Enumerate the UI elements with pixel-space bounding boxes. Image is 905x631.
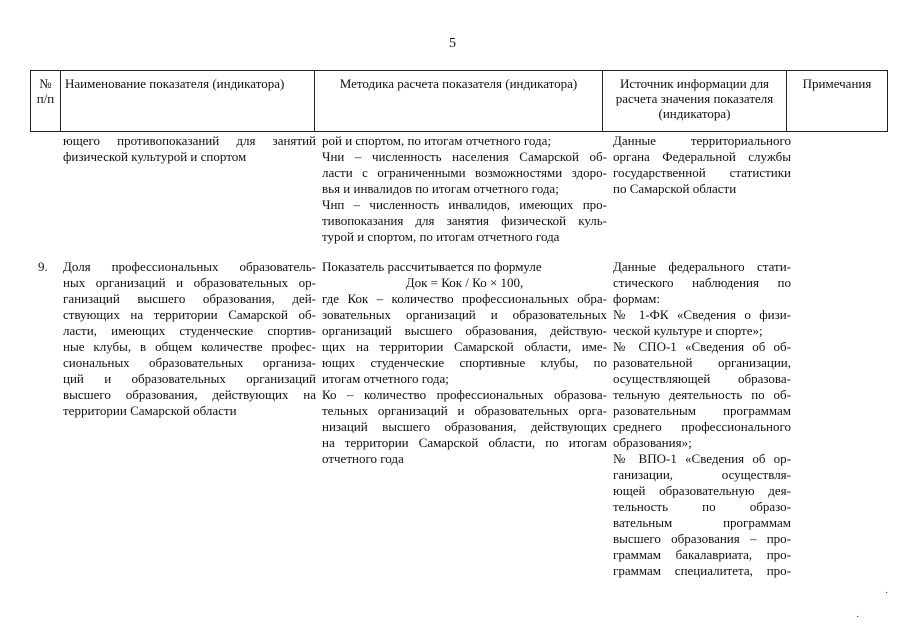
text-line: ных организаций и образовательных ор-	[63, 275, 316, 290]
text-line: на территории Самарской области, по итогам	[322, 435, 607, 450]
text-line: Данные территориального	[613, 133, 791, 148]
row9-source-cell	[613, 259, 791, 579]
row9-method-cell	[322, 259, 607, 467]
text-line: ганизаций высшего образования, дей-	[63, 291, 316, 306]
cont-method-cell	[322, 133, 607, 245]
table-header	[30, 70, 888, 132]
text-line: ций и образовательных организаций	[63, 371, 316, 386]
text-line: № СПО-1 «Сведения об об-	[613, 339, 791, 354]
text-line: ческой культуре и спорте»;	[613, 323, 763, 338]
text-line: вья и инвалидов по итогам отчетного года;	[322, 181, 559, 196]
cont-name-cell	[63, 133, 316, 165]
text-line: разовательной организации,	[613, 355, 791, 370]
text-line: тивопоказания для занятия физической куль-	[322, 213, 607, 228]
text-line: граммам бакалавриата, про-	[613, 547, 791, 562]
text-line: высшего образования – про-	[613, 531, 791, 546]
text-line: организаций высшего образования, действую-	[322, 323, 607, 338]
row9-name-cell	[63, 259, 316, 419]
formula: Док = Кок / Ко × 100,	[405, 275, 524, 290]
text-line: тельных организаций и образовательных орга-	[322, 403, 607, 418]
header-col-num: № п/п	[30, 71, 60, 131]
text-line: ласти, имеющих студенческие спортив-	[63, 323, 316, 338]
text-line: турой и спортом, по итогам отчетного года	[322, 229, 560, 244]
cont-source-cell	[613, 133, 791, 197]
text-line: № 1-ФК «Сведения о физи-	[613, 307, 791, 322]
text-line: органа Федеральной службы	[613, 149, 791, 164]
text-line: № ВПО-1 «Сведения об ор-	[613, 451, 791, 466]
text-line: территории Самарской области	[63, 403, 237, 418]
page-number: 5	[449, 36, 456, 51]
text-line: тельность по образо-	[613, 499, 791, 514]
text-line: по Самарской области	[613, 181, 737, 196]
text-line: Показатель рассчитывается по формуле	[322, 259, 542, 274]
text-line: ющего противопоказаний для занятий	[63, 133, 316, 148]
text-line: щих на территории Самарской области, име-	[322, 339, 607, 354]
text-line: государственной статистики	[613, 165, 791, 180]
text-line: физической культурой и спортом	[63, 149, 247, 164]
text-line: разовательным программам	[613, 403, 791, 418]
text-line: отчетного года	[322, 451, 404, 466]
text-line: высшего образования, действующих на	[63, 387, 316, 402]
text-line: низаций высшего образования, действующих	[322, 419, 607, 434]
text-line: ющих студенческие спортивные клубы, по	[322, 355, 607, 370]
text-line: Ко – количество профессиональных образова-	[322, 387, 607, 402]
text-line: образования»;	[613, 435, 692, 450]
text-line: Доля профессиональных образователь-	[63, 259, 316, 274]
header-col-method: Методика расчета показателя (индикатора)	[314, 71, 602, 131]
row-number: 9.	[38, 259, 48, 274]
text-line: формам:	[613, 291, 660, 306]
text-line: ствующих на территории Самарской об-	[63, 307, 316, 322]
text-line: ные клубы, в общем количестве профес-	[63, 339, 316, 354]
text-line: Чнп – численность инвалидов, имеющих про-	[322, 197, 607, 212]
text-line: ласти с ограниченными возможностями здоро-	[322, 165, 607, 180]
text-line: итогам отчетного года;	[322, 371, 449, 386]
text-line: сиональных образовательных организа-	[63, 355, 316, 370]
text-line: ющей образовательную дея-	[613, 483, 791, 498]
header-col-name: Наименование показателя (индикатора)	[60, 71, 314, 131]
text-line: Чни – численность населения Самарской об-	[322, 149, 607, 164]
text-line: вательным программам	[613, 515, 791, 530]
text-line: среднего профессионального	[613, 419, 791, 434]
text-line: где Кок – количество профессиональных обра-	[322, 291, 607, 306]
header-col-notes: Примечания	[786, 71, 888, 131]
text-line: Данные федерального стати-	[613, 259, 791, 274]
text-line: осуществляющей образова-	[613, 371, 791, 386]
text-line: зовательных организаций и образовательных	[322, 307, 607, 322]
text-line: граммам специалитета, про-	[613, 563, 791, 578]
text-line: тельную деятельность по об-	[613, 387, 791, 402]
text-line: рой и спортом, по итогам отчетного года;	[322, 133, 552, 148]
header-col-source: Источник информации для расчета значения показателя (индикатора)	[602, 71, 786, 131]
text-line: ганизации, осуществля-	[613, 467, 791, 482]
scan-speck: ·	[856, 612, 860, 623]
scan-speck: ·	[885, 588, 889, 599]
text-line: стического наблюдения по	[613, 275, 791, 290]
